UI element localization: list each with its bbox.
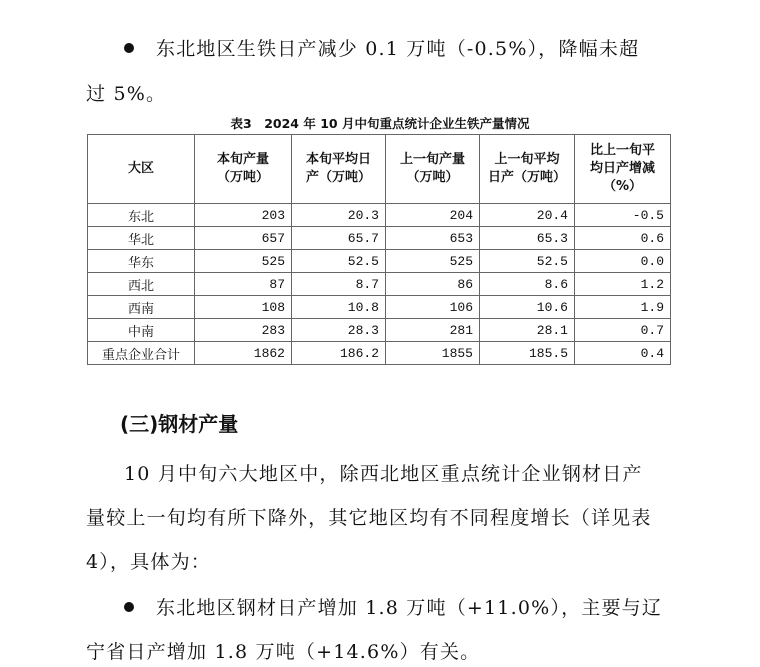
header-line: 日产（万吨） (487, 170, 566, 185)
value-cell: 0.7 (575, 319, 671, 342)
value-cell: 186.2 (292, 342, 386, 365)
header-line: 比上一旬平 (589, 143, 655, 158)
column-header (195, 135, 292, 204)
header-line: （%） (602, 179, 643, 194)
column-header (292, 135, 386, 204)
bullet-paragraph-iron-northeast (124, 34, 639, 61)
region-cell: 华东 (88, 250, 195, 273)
table-row (88, 319, 671, 342)
value-cell: 108 (195, 296, 292, 319)
value-cell: 281 (386, 319, 480, 342)
value-cell: 52.5 (292, 250, 386, 273)
section-title: (三)钢材产量 (120, 412, 239, 436)
header-line: 上一旬平均 (494, 152, 560, 167)
value-cell: 87 (195, 273, 292, 296)
value-cell: 20.3 (292, 204, 386, 227)
value-cell: 0.4 (575, 342, 671, 365)
value-cell: 657 (195, 227, 292, 250)
iron-output-table (87, 134, 671, 365)
header-line: （万吨） (406, 170, 459, 185)
region-cell: 华北 (88, 227, 195, 250)
value-cell: 65.7 (292, 227, 386, 250)
value-cell: 20.4 (480, 204, 575, 227)
value-cell: -0.5 (575, 204, 671, 227)
value-cell: 525 (195, 250, 292, 273)
column-header (575, 135, 671, 204)
header-line: （万吨） (216, 170, 269, 185)
value-cell: 185.5 (480, 342, 575, 365)
paragraph-line: 宁省日产增加 1.8 万吨（+14.6%）有关。 (86, 641, 481, 663)
paragraph-text: 东北地区生铁日产减少 0.1 万吨（-0.5%），降幅未超 (156, 38, 640, 60)
header-line: 本旬平均日 (305, 152, 371, 167)
table-row (88, 273, 671, 296)
paragraph-continuation: 过 5%。 (86, 83, 167, 105)
bullet-paragraph-steel-northeast (124, 593, 662, 620)
table-row (88, 342, 671, 365)
paragraph-text: 东北地区钢材日产增加 1.8 万吨（+11.0%），主要与辽 (156, 597, 663, 619)
table-row (88, 296, 671, 319)
value-cell: 10.8 (292, 296, 386, 319)
value-cell: 1.2 (575, 273, 671, 296)
value-cell: 28.1 (480, 319, 575, 342)
value-cell: 10.6 (480, 296, 575, 319)
value-cell: 65.3 (480, 227, 575, 250)
value-cell: 52.5 (480, 250, 575, 273)
paragraph-line: 4），具体为： (86, 551, 211, 573)
value-cell: 1.9 (575, 296, 671, 319)
value-cell: 8.6 (480, 273, 575, 296)
value-cell: 106 (386, 296, 480, 319)
header-line: 均日产增减 (589, 161, 655, 176)
region-cell: 西南 (88, 296, 195, 319)
table-row (88, 227, 671, 250)
region-cell: 重点企业合计 (88, 342, 195, 365)
table-row (88, 204, 671, 227)
bullet-icon (124, 602, 134, 612)
region-cell: 西北 (88, 273, 195, 296)
value-cell: 1862 (195, 342, 292, 365)
region-cell: 中南 (88, 319, 195, 342)
region-cell: 东北 (88, 204, 195, 227)
value-cell: 86 (386, 273, 480, 296)
bullet-icon (124, 43, 134, 53)
value-cell: 0.0 (575, 250, 671, 273)
header-line: 上一旬产量 (399, 152, 465, 167)
table-body (88, 204, 671, 365)
value-cell: 8.7 (292, 273, 386, 296)
value-cell: 204 (386, 204, 480, 227)
value-cell: 0.6 (575, 227, 671, 250)
table-header-row (88, 135, 671, 204)
value-cell: 28.3 (292, 319, 386, 342)
paragraph-line: 10 月中旬六大地区中，除西北地区重点统计企业钢材日产 (124, 463, 643, 485)
header-line: 大区 (127, 161, 154, 176)
table-caption: 表3 2024 年 10 月中旬重点统计企业生铁产量情况 (230, 116, 530, 131)
table-row (88, 250, 671, 273)
value-cell: 653 (386, 227, 480, 250)
column-header (480, 135, 575, 204)
header-line: 产（万吨） (305, 170, 371, 185)
value-cell: 525 (386, 250, 480, 273)
column-header (88, 135, 195, 204)
header-line: 本旬产量 (216, 152, 269, 167)
value-cell: 283 (195, 319, 292, 342)
column-header (386, 135, 480, 204)
paragraph-line: 量较上一旬均有所下降外，其它地区均有不同程度增长（详见表 (86, 507, 652, 529)
value-cell: 1855 (386, 342, 480, 365)
value-cell: 203 (195, 204, 292, 227)
